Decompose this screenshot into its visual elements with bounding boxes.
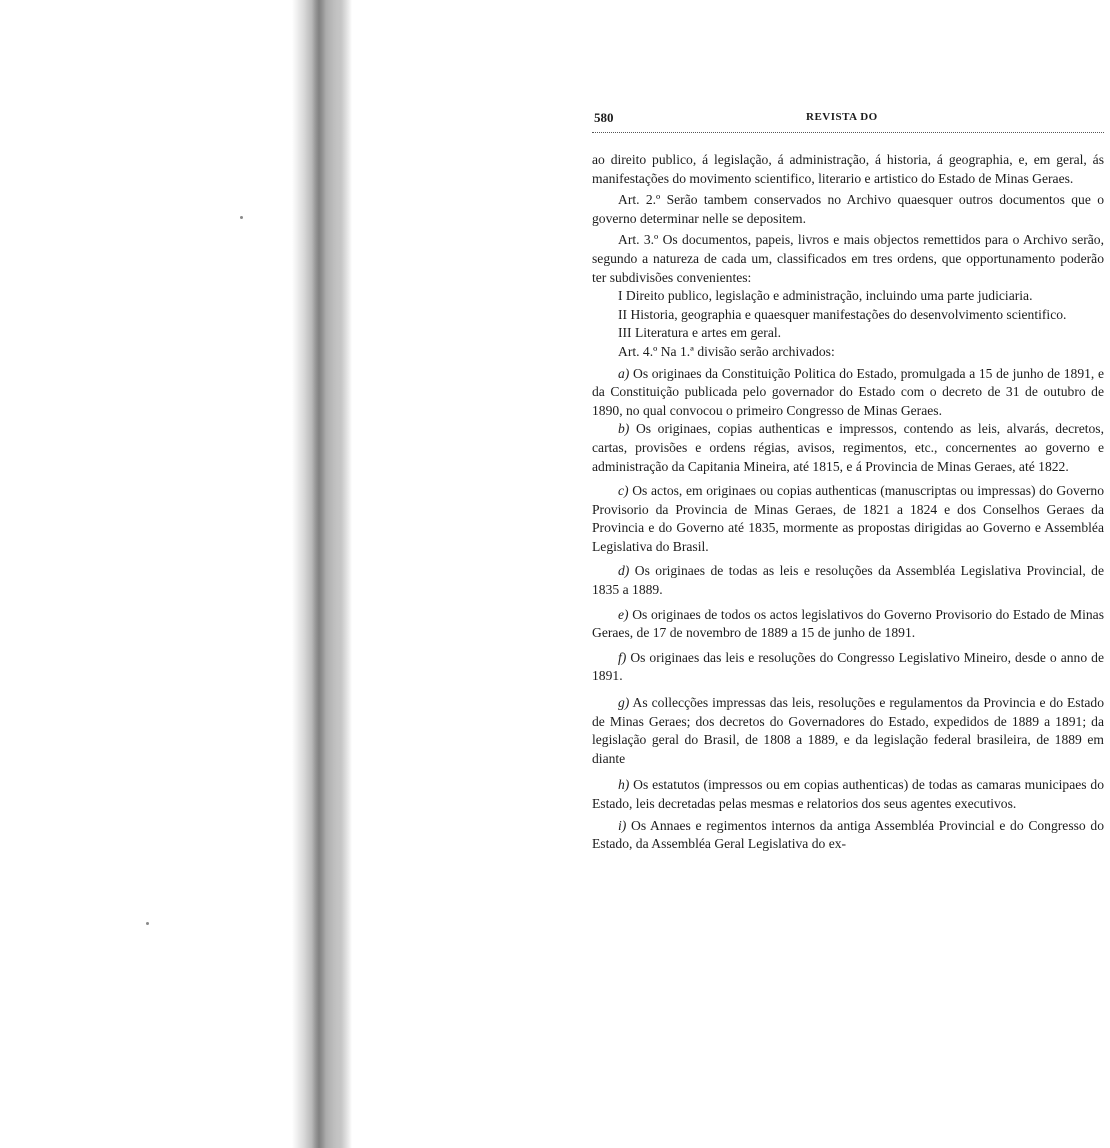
list-item [592,606,1104,643]
running-title: REVISTA DO [806,111,878,123]
paragraph: I Direito publico, legislação e administração, incluindo uma parte judiciaria. [618,288,1033,304]
paragraph: Art. 2.º Serão tambem conservados no Archivo quaesquer outros documentos que o governo determinar nelle se depositem. [592,192,1104,226]
list-item [592,482,1104,556]
item-letter: e) [618,606,629,622]
list-item [592,817,1104,854]
item-letter: c) [618,483,629,499]
list-item [592,694,1104,768]
list-item [592,649,1104,686]
list-item [592,420,1104,476]
paragraph: Art. 3.º Os documentos, papeis, livros e mais objectos remettidos para o Archivo serão, segundo a natureza de cada um, classificados em tres ordens, que opportunamento poderão ter subdivisões convenientes: [592,232,1104,285]
paragraph: Art. 4.º Na 1.ª divisão serão archivados: [618,343,835,359]
page-header [592,108,1104,128]
item-letter: i) [618,817,627,833]
item-text: Os originaes, copias authenticas e impressos, contendo as leis, alvarás, decretos, cartas, provisões e ordens régias, avisos, regimentos, etc., concernentes ao governo e administração da Capitania Mineira, até 1815, e á Provincia de Minas Geraes, até 1822. [592,421,1104,474]
item-text: Os originaes de todas as leis e resoluções da Assembléa Legislativa Provincial, de 1835 a 1889. [592,563,1104,598]
item-letter: f) [618,649,627,665]
paragraph: III Literatura e artes em geral. [618,325,782,341]
item-text: Os Annaes e regimentos internos da antiga Assembléa Provincial e do Congresso do Estado, da Assembléa Geral Legislativa do ex- [592,817,1104,852]
item-letter: d) [618,563,630,579]
paragraph: ao direito publico, á legislação, á administração, á historia, á geographia, e, em geral, ás manifestações do movimento scientifico, literario e artistico do Estado de Minas Geraes. [592,152,1104,186]
item-text: As collecções impressas das leis, resoluções e regulamentos da Provincia e do Estado de Minas Geraes; dos decretos do Governadores do Estado, expedidos de 1889 a 1891; da legislação geral do Brasil, de 1808 a 1889, e da legislação federal brasileira, de 1889 em diante [592,695,1104,766]
list-item [592,562,1104,599]
item-letter: a) [618,365,630,381]
binding-gutter-shadow [0,0,360,1148]
item-text: Os originaes da Constituição Politica do Estado, promulgada a 15 de junho de 1891, e da Constituição publicada pelo governador do Estado com o decreto de 31 de outubro de 1890, no qual convocou o primeiro Congresso de Minas Geraes. [592,365,1105,418]
item-letter: h) [618,777,630,793]
header-rule [592,132,1104,133]
item-text: Os actos, em originaes ou copias authenticas (manuscriptas ou impressas) do Governo Provisorio da Provincia de Minas Geraes, de 1821 a 1824 e dos Conselhos Geraes da Provincia e do Governo até 1835, mormente as propostas dirigidas ao Governo e Assembléa Legislativa do Brasil. [592,483,1104,554]
book-page [592,108,1104,854]
list-item [592,365,1104,421]
item-letter: g) [618,695,630,711]
paragraph: II Historia, geographia e quaesquer manifestações do desenvolvimento scientifico. [618,306,1067,322]
list-item [592,776,1104,813]
page-number: 580 [594,110,614,125]
body-text [592,151,1104,854]
item-text: Os originaes de todos os actos legislativos do Governo Provisorio do Estado de Minas Geraes, de 17 de novembro de 1889 a 15 de junho de 1891. [592,606,1104,641]
item-letter: b) [618,421,630,437]
item-text: Os originaes das leis e resoluções do Congresso Legislativo Mineiro, desde o anno de 1891. [592,649,1104,684]
item-text: Os estatutos (impressos ou em copias authenticas) de todas as camaras municipaes do Estado, leis decretadas pelas mesmas e relatorios dos seus agentes executivos. [592,777,1104,811]
